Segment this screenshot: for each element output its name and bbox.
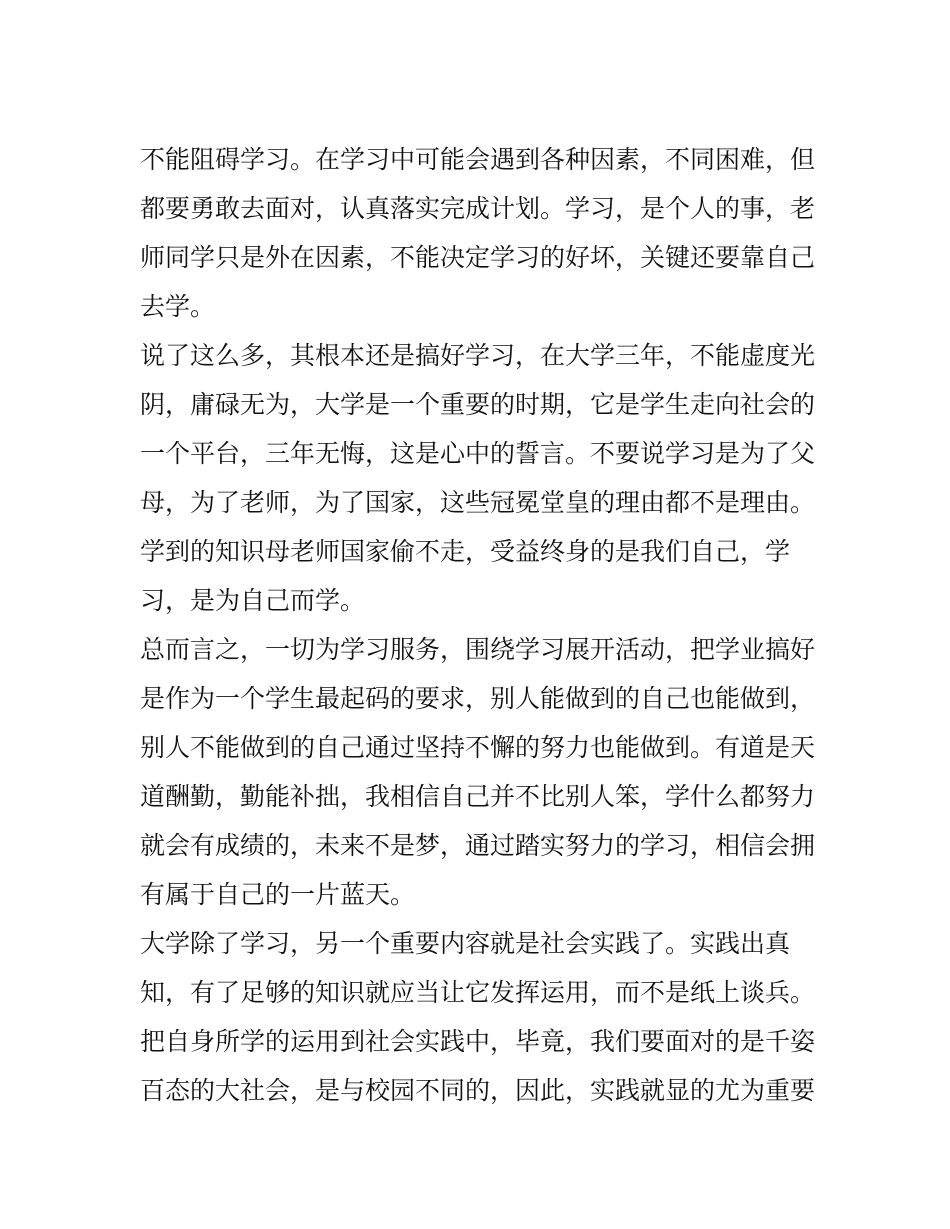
text-line: 道酬勤，勤能补拙，我相信自己并不比别人笨，学什么都努力: [140, 782, 816, 811]
text-line: 学到的知识母老师国家偷不走，受益终身的是我们自己，学: [140, 537, 791, 566]
text-line: 师同学只是外在因素，不能决定学习的好坏，关键还要靠自己: [140, 243, 816, 272]
text-line: 都要勇敢去面对，认真落实完成计划。学习，是个人的事，老: [140, 194, 816, 223]
text-line: 百态的大社会，是与校园不同的，因此，实践就显的尤为重要: [140, 1076, 816, 1105]
text-line: 说了这么多，其根本还是搞好学习，在大学三年，不能虚度光: [140, 341, 816, 370]
text-line: 是作为一个学生最起码的要求，别人能做到的自己也能做到，: [140, 684, 816, 713]
text-line: 有属于自己的一片蓝天。: [140, 880, 416, 909]
text-line: 别人不能做到的自己通过坚持不懈的努力也能做到。有道是天: [140, 733, 816, 762]
text-line: 阴，庸碌无为，大学是一个重要的时期，它是学生走向社会的: [140, 390, 816, 419]
text-line: 就会有成绩的，未来不是梦，通过踏实努力的学习，相信会拥: [140, 831, 816, 860]
text-line: 习，是为自己而学。: [140, 586, 366, 615]
text-line: 总而言之，一切为学习服务，围绕学习展开活动，把学业搞好: [140, 635, 816, 664]
text-line: 母，为了老师，为了国家，这些冠冕堂皇的理由都不是理由。: [140, 488, 816, 517]
text-line: 去学。: [140, 292, 216, 321]
text-line: 不能阻碍学习。在学习中可能会遇到各种因素，不同困难，但: [140, 145, 816, 174]
text-line: 把自身所学的运用到社会实践中，毕竟，我们要面对的是千姿: [140, 1027, 816, 1056]
text-line: 知，有了足够的知识就应当让它发挥运用，而不是纸上谈兵。: [140, 978, 816, 1007]
text-line: 大学除了学习，另一个重要内容就是社会实践了。实践出真: [140, 929, 791, 958]
text-line: 一个平台，三年无悔，这是心中的誓言。不要说学习是为了父: [140, 439, 816, 468]
